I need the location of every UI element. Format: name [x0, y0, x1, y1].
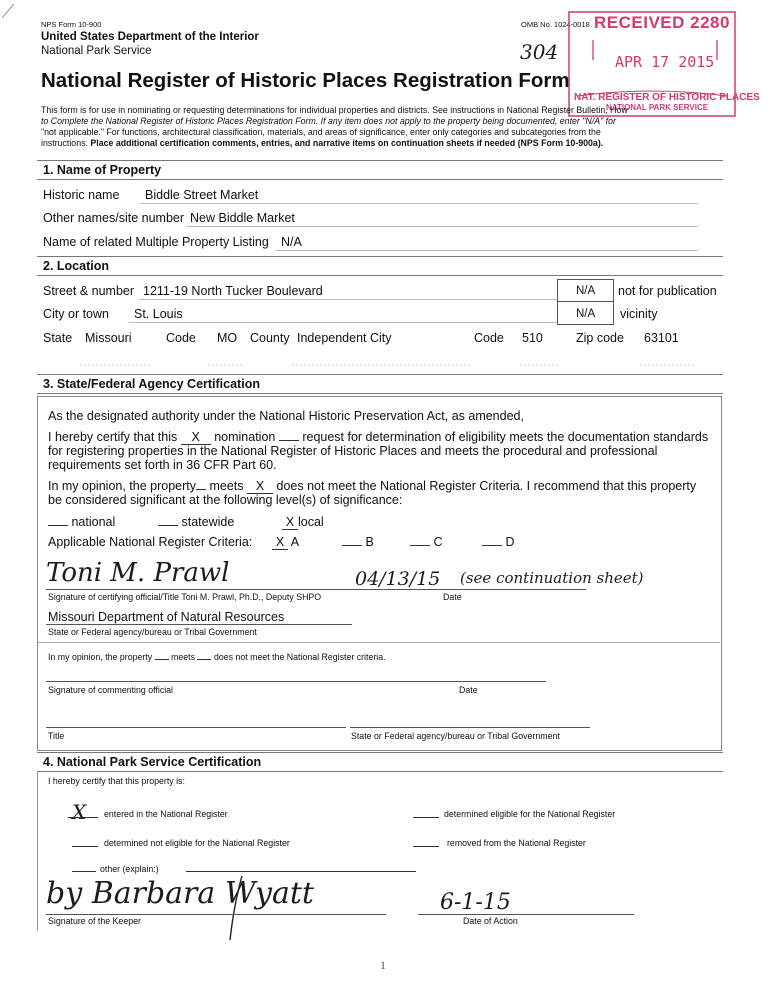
section-1-heading: 1. Name of Property: [43, 163, 162, 177]
entered-mark: X: [72, 800, 87, 824]
street-underline: [139, 299, 557, 300]
section-1-top-rule: [37, 160, 723, 161]
authority-statement: As the designated authority under the National Historic Preservation Act, as amended,: [48, 409, 524, 423]
opinion-meets-blank: [196, 489, 206, 490]
title-agency-line: [350, 727, 590, 728]
certifying-signature-line: [46, 589, 366, 590]
level-national: national: [71, 515, 116, 529]
certifying-agency-line: [46, 624, 352, 625]
certifying-date-line: [366, 589, 586, 590]
state-label: State: [43, 331, 73, 345]
criterion-c-row: [410, 535, 443, 549]
certify-line-1: [48, 430, 708, 445]
opinion-meets: meets: [209, 479, 244, 493]
action-date-caption: Date of Action: [463, 916, 518, 926]
omb-number: OMB No. 1024-0018: [521, 20, 590, 29]
not-eligible-label: determined not eligible for the National Register: [104, 838, 290, 848]
criterion-c-blank: [410, 545, 430, 546]
commenting-signature-caption: Signature of commenting official: [48, 685, 174, 695]
certify-line-2: for registering properties in the National Register of Historic Places and meets the procedural and professional: [48, 444, 658, 458]
county-value: Independent City: [297, 331, 392, 345]
street-na: N/A: [576, 285, 596, 297]
opinion-does-not-meet-mark: X: [247, 479, 273, 494]
criterion-b: B: [365, 535, 374, 549]
criterion-c: C: [433, 535, 443, 549]
agency-name: National Park Service: [41, 45, 152, 57]
section-2-top-rule: [37, 256, 723, 257]
section-2-bottom-rule: [37, 275, 723, 276]
form-number: NPS Form 10-900: [41, 20, 102, 29]
keeper-signature-flourish: [220, 874, 250, 944]
instructions-line-3: "not applicable." For functions, architectural classification, materials, and areas of significance, enter only categories and subcategories from the: [41, 127, 601, 137]
title-line: [46, 727, 346, 728]
street-value: 1211-19 North Tucker Boulevard: [143, 284, 323, 298]
see-continuation-sheet: (see continuation sheet): [460, 569, 644, 587]
commenting-rest: does not meet the National Register criteria.: [213, 652, 386, 662]
certify-nomination-mark: X: [181, 430, 211, 445]
handwritten-number: 304: [520, 40, 559, 64]
opinion-line-1: [48, 479, 696, 494]
corner-mark: [0, 0, 20, 20]
removed-blank: [413, 846, 439, 847]
street-label: Street & number: [43, 284, 135, 298]
keeper-signature-line: [46, 914, 386, 915]
other-explain-line: [186, 871, 416, 872]
level-national-blank: [48, 525, 68, 526]
certifying-signature-caption: Signature of certifying official/Title Toni M. Prawl, Ph.D., Deputy SHPO: [48, 592, 322, 602]
section-3-top-rule: [37, 374, 723, 375]
commenting-not-meet-blank: [197, 659, 211, 660]
section-3-bottom-rule: [37, 393, 723, 394]
zip-value: 63101: [644, 331, 679, 345]
section-2-heading: 2. Location: [43, 259, 109, 273]
section-4-bottom-rule: [37, 771, 723, 772]
criterion-b-blank: [342, 545, 362, 546]
criteria-label: Applicable National Register Criteria:: [48, 535, 253, 549]
certifying-date-handwritten: 04/13/15: [355, 568, 441, 590]
instructions-line-1: This form is for use in nominating or requesting determinations for individual properties and districts. See instructions in National Register Bulletin, How: [41, 105, 628, 115]
instructions-line-4: [41, 138, 603, 149]
criterion-d-row: [482, 535, 515, 549]
certifying-date-caption: Date: [443, 592, 462, 602]
mpl-underline: [276, 250, 698, 251]
level-statewide: statewide: [181, 515, 235, 529]
instructions-last: instructions.: [41, 138, 88, 148]
keeper-signature: by Barbara Wyatt: [46, 876, 314, 911]
opinion-rest: does not meet the National Register Criteria. I recommend that this property: [276, 479, 697, 493]
title-caption: Title: [48, 731, 65, 741]
criterion-b-row: [342, 535, 374, 549]
city-label: City or town: [43, 307, 109, 321]
level-statewide-row: [158, 515, 234, 529]
determined-eligible-blank: [413, 817, 439, 818]
removed-label: removed from the National Register: [447, 838, 586, 848]
criterion-a-mark: X: [272, 535, 288, 550]
instructions-line-2: to Complete the National Register of Historic Places Registration Form. If any item does not apply to the property being documented, enter "N/A" for: [41, 116, 616, 126]
commenting-meets: meets: [171, 652, 196, 662]
criterion-d-blank: [482, 545, 502, 546]
other-names-value: New Biddle Market: [190, 211, 295, 225]
commenting-date-caption: Date: [459, 685, 478, 695]
other-label: other (explain:): [100, 864, 159, 874]
other-names-underline: [186, 226, 698, 227]
city-underline: [129, 322, 557, 323]
not-eligible-blank: [72, 846, 98, 847]
county-label: County: [250, 331, 290, 345]
page-number: 1: [380, 958, 386, 972]
mpl-label: Name of related Multiple Property Listing: [43, 235, 269, 249]
level-local-mark: X: [282, 515, 298, 530]
other-names-label: Other names/site number: [43, 211, 185, 225]
level-local: local: [298, 515, 324, 529]
section-3-heading: 3. State/Federal Agency Certification: [43, 377, 260, 391]
certifying-agency-name: Missouri Department of Natural Resources: [48, 610, 285, 624]
level-national-row: [48, 515, 115, 529]
commenting-prefix: In my opinion, the property: [48, 652, 153, 662]
zip-label: Zip code: [576, 331, 624, 345]
county-code-label: Code: [474, 331, 504, 345]
entered-blank: [68, 817, 98, 818]
certifying-agency-caption: State or Federal agency/bureau or Tribal Government: [48, 627, 257, 637]
stamp-service: NATIONAL PARK SERVICE: [606, 103, 709, 112]
commenting-meets-blank: [155, 659, 169, 660]
historic-name-label: Historic name: [43, 188, 120, 202]
entered-label: entered in the National Register: [104, 809, 228, 819]
stamp-register: NAT. REGISTER OF HISTORIC PLACES: [574, 92, 760, 103]
section-4-top-rule: [37, 752, 723, 753]
section-4-heading: 4. National Park Service Certification: [43, 755, 262, 769]
certify-nomination: nomination: [214, 430, 276, 444]
vicinity: vicinity: [620, 307, 658, 321]
stamp-date: APR 17 2015: [615, 53, 715, 71]
state-code-value: MO: [217, 331, 238, 345]
determined-eligible-label: determined eligible for the National Register: [444, 809, 616, 819]
action-date-line: [418, 914, 634, 915]
opinion-line-2: be considered significant at the following level(s) of significance:: [48, 493, 403, 507]
section-1-bottom-rule: [37, 179, 723, 180]
commenting-signature-line: [46, 681, 546, 682]
state-value: Missouri: [85, 331, 132, 345]
city-na: N/A: [576, 308, 596, 320]
level-local-row: [282, 515, 324, 530]
opinion-prefix: In my opinion, the property: [48, 479, 196, 493]
commenting-divider: [37, 642, 720, 643]
criterion-a: A: [290, 535, 300, 549]
criterion-a-row: [272, 535, 299, 550]
city-value: St. Louis: [134, 307, 183, 321]
not-for-publication: not for publication: [618, 284, 717, 298]
certify-request: request for determination of eligibility meets the documentation standards: [302, 430, 709, 444]
certify-prefix: I hereby certify that this: [48, 430, 178, 444]
title-agency-caption: State or Federal agency/bureau or Tribal Government: [351, 731, 560, 741]
location-dotted-rules: [80, 364, 720, 367]
county-code-value: 510: [522, 331, 543, 345]
keeper-signature-caption: Signature of the Keeper: [48, 916, 141, 926]
certifying-signature: Toni M. Prawl: [46, 558, 230, 588]
instructions-bold: Place additional certification comments, entries, and narrative items on continuation sheets if needed (NPS Form 10-900a).: [90, 138, 604, 148]
historic-name-value: Biddle Street Market: [145, 188, 259, 202]
action-date-handwritten: 6-1-15: [440, 890, 511, 915]
certify-request-blank: [279, 440, 299, 441]
other-blank: [72, 871, 96, 872]
stamp-received: RECEIVED 2280: [594, 13, 730, 32]
na-box-divider: [557, 301, 613, 302]
section-4-left-rule: [37, 771, 38, 931]
commenting-statement: [48, 652, 386, 662]
department-name: United States Department of the Interior: [41, 31, 259, 43]
state-code-label: Code: [166, 331, 196, 345]
level-statewide-blank: [158, 525, 178, 526]
historic-name-underline: [140, 203, 698, 204]
form-title: National Register of Historic Places Registration Form: [41, 69, 570, 92]
mpl-value: N/A: [281, 235, 302, 249]
nps-certify-intro: I hereby certify that this property is:: [48, 776, 185, 786]
criterion-d: D: [505, 535, 515, 549]
certify-line-3: requirements set forth in 36 CFR Part 60.: [48, 458, 277, 472]
